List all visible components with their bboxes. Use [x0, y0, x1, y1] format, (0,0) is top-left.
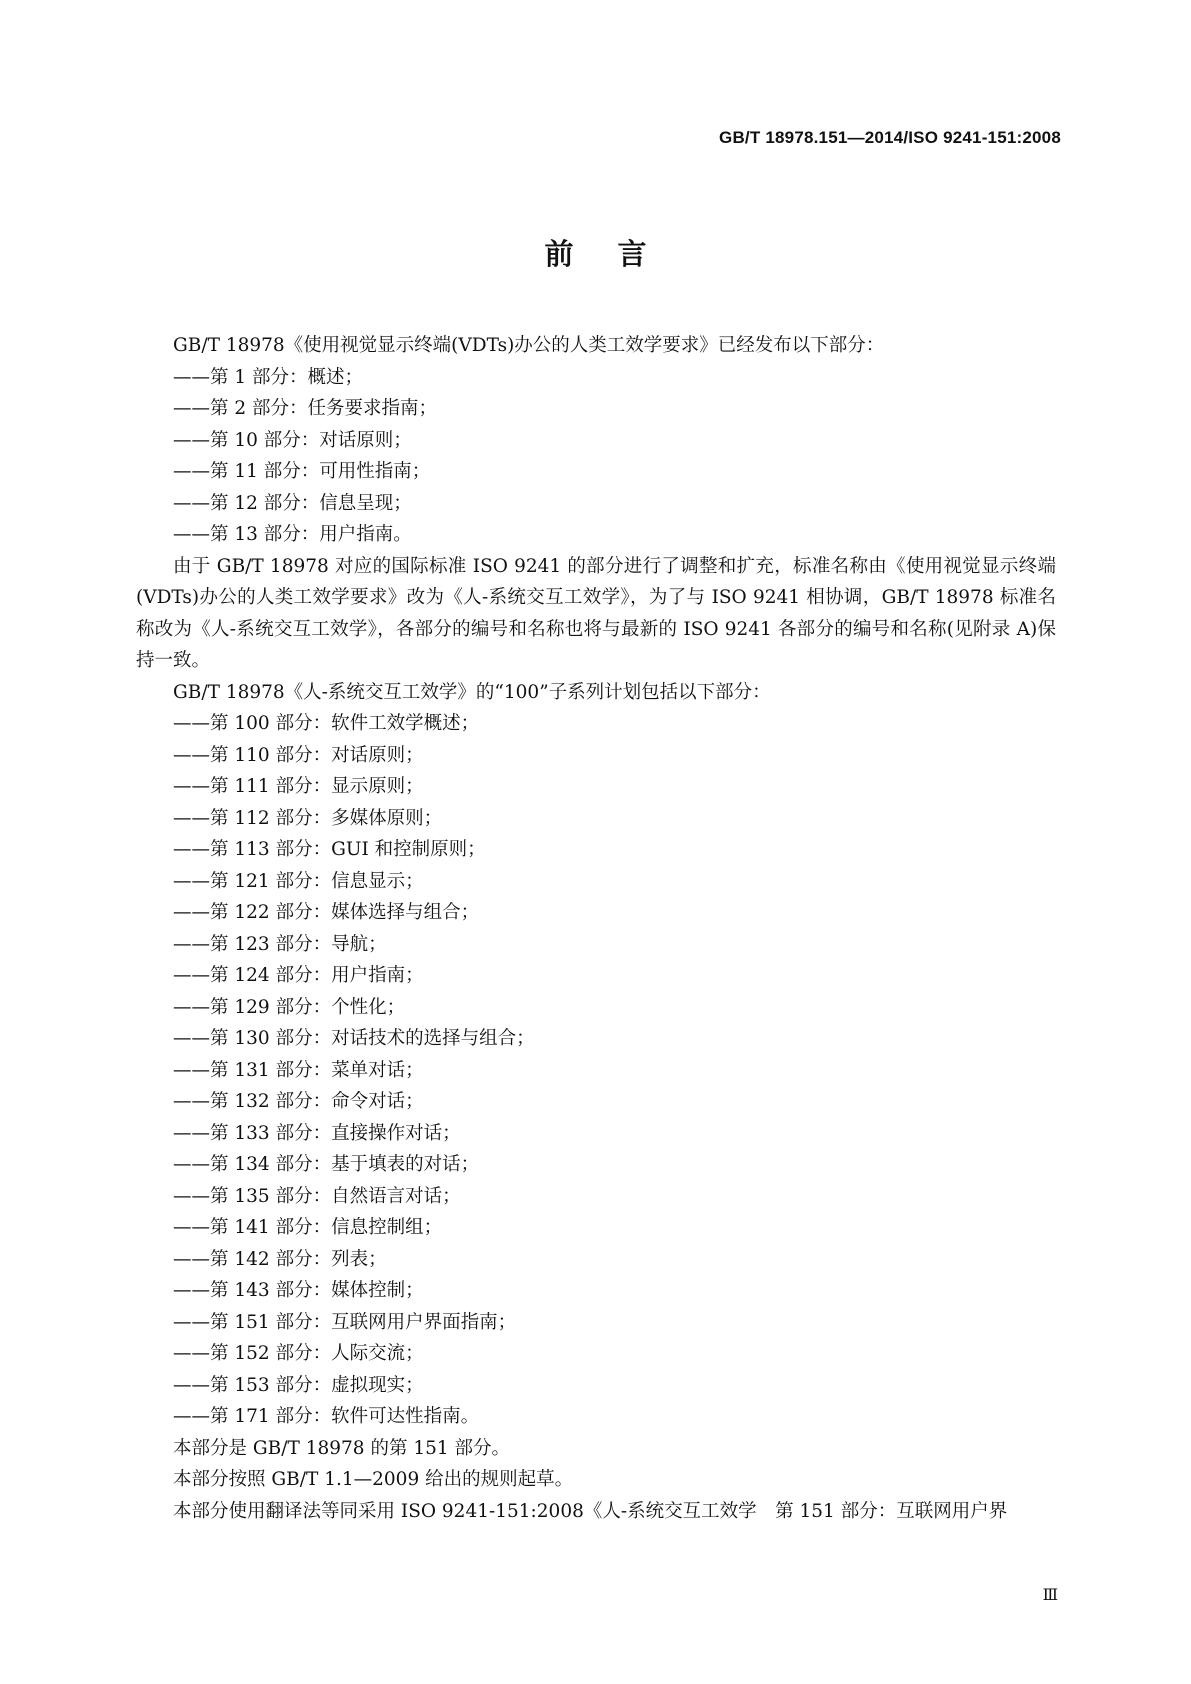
list-item: ——第 152 部分：人际交流；: [173, 1343, 424, 1364]
list-item: ——第 141 部分：信息控制组；: [173, 1217, 443, 1238]
list-item: ——第 121 部分：信息显示；: [173, 870, 424, 892]
list-item: ——第 151 部分：互联网用户界面指南；: [173, 1311, 517, 1333]
list-item: ——第 135 部分：自然语言对话；: [173, 1185, 461, 1207]
translation-statement: 本部分使用翻译法等同采用 ISO 9241-151:2008《人-系统交互工效学 第 151 部分：互联网用户界: [173, 1500, 1008, 1522]
list-item: ——第 111 部分：显示原则；: [173, 776, 424, 797]
list-item: ——第 130 部分：对话技术的选择与组合；: [173, 1028, 535, 1049]
list-item: ——第 131 部分：菜单对话；: [173, 1059, 424, 1081]
list-item: ——第 13 部分：用户指南。: [173, 524, 412, 545]
list-item: ——第 113 部分：GUI 和控制原则；: [173, 839, 486, 860]
list-item: ——第 100 部分：软件工效学概述；: [173, 713, 480, 734]
standard-code-header: GB/T 18978.151—2014/ISO 9241-151:2008: [719, 128, 1061, 147]
list-item: ——第 134 部分：基于填表的对话；: [173, 1154, 480, 1175]
list-item: ——第 171 部分：软件可达性指南。: [173, 1406, 480, 1427]
list-item: ——第 133 部分：直接操作对话；: [173, 1122, 461, 1144]
preface-body: [136, 330, 1056, 1527]
drafting-statement: 本部分按照 GB/T 1.1—2009 给出的规则起草。: [173, 1469, 574, 1490]
page-number: Ⅲ: [1042, 1585, 1058, 1604]
list-item: ——第 123 部分：导航；: [173, 933, 387, 955]
list-item: ——第 10 部分：对话原则；: [173, 429, 412, 451]
series-parts-list: [136, 708, 1056, 1433]
list-item: ——第 1 部分：概述；: [173, 366, 364, 388]
part-statement: 本部分是 GB/T 18978 的第 151 部分。: [173, 1437, 511, 1459]
list-item: ——第 11 部分：可用性指南；: [173, 461, 431, 482]
list-item: ——第 132 部分：命令对话；: [173, 1091, 424, 1112]
list-item: ——第 122 部分：媒体选择与组合；: [173, 902, 480, 923]
list-item: ——第 110 部分：对话原则；: [173, 744, 424, 766]
list-item: ——第 153 部分：虚拟现实；: [173, 1374, 424, 1396]
list-item: ——第 124 部分：用户指南；: [173, 965, 424, 986]
intro-paragraph: GB/T 18978《使用视觉显示终端(VDTs)办公的人类工效学要求》已经发布以下部分：: [173, 335, 885, 356]
published-parts-list: [136, 362, 1056, 551]
list-item: ——第 143 部分：媒体控制；: [173, 1280, 424, 1301]
list-item: ——第 129 部分：个性化；: [173, 996, 406, 1018]
series-paragraph: GB/T 18978《人-系统交互工效学》的“100”子系列计划包括以下部分：: [173, 681, 771, 703]
list-item: ——第 12 部分：信息呈现；: [173, 492, 412, 514]
page-title: 前言: [544, 237, 691, 271]
rename-paragraph: 由于 GB/T 18978 对应的国际标准 ISO 9241 的部分进行了调整和扩充，标准名称由《使用视觉显示终端(VDTs)办公的人类工效学要求》改为《人-系统交互工效学》，为了与 ISO 9241 相协调，GB/T 18978 标准名称改为《人-系统交互工效学》，各部分的编号和名称也将与最新的 ISO 9241 各部分的编号和名称(见附录 A)保持一致。: [136, 555, 1056, 671]
list-item: ——第 142 部分：列表；: [173, 1248, 387, 1270]
list-item: ——第 2 部分：任务要求指南；: [173, 398, 438, 419]
list-item: ——第 112 部分：多媒体原则；: [173, 807, 443, 829]
